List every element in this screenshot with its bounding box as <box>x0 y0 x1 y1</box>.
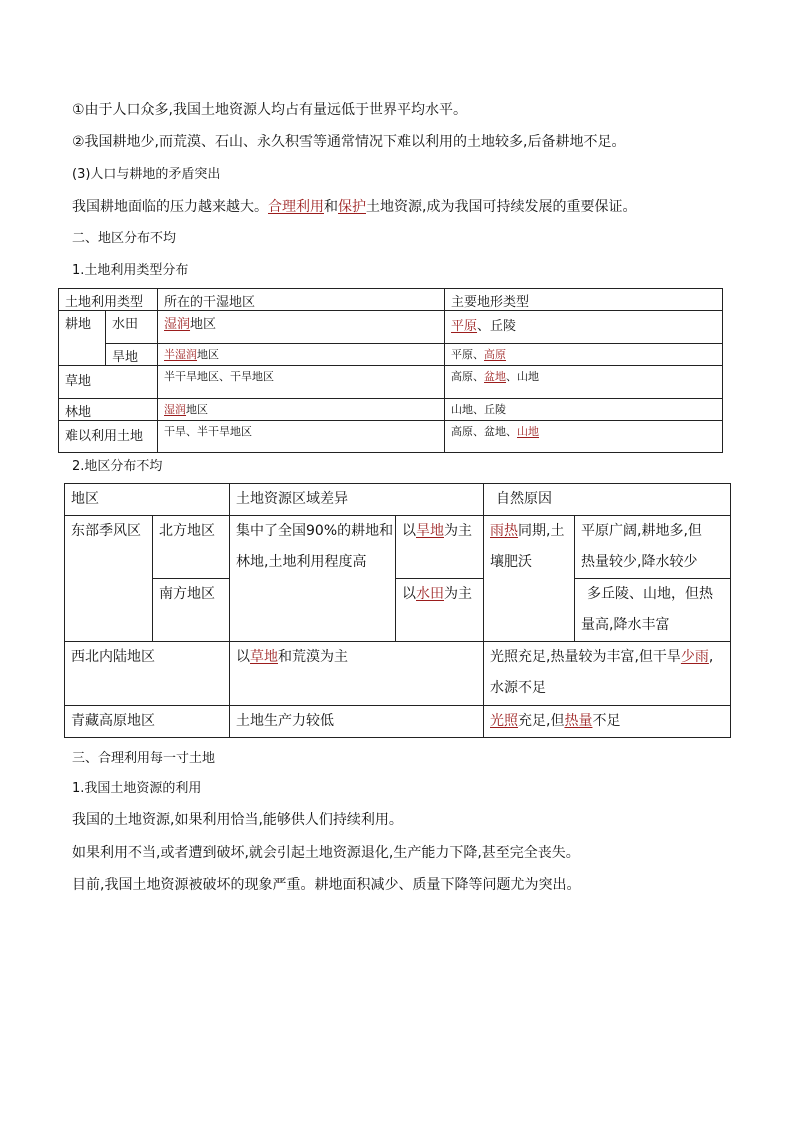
table-cell: 旱地 <box>106 344 158 366</box>
highlight-text: 旱地 <box>416 523 444 539</box>
table-row <box>59 399 723 421</box>
highlight-text: 热量 <box>564 713 593 729</box>
header-cell: 土地利用类型 <box>59 289 158 311</box>
table-cell: 高原、盆地、山地 <box>445 421 723 453</box>
header-cell: 主要地形类型 <box>445 289 723 311</box>
table-cell: 北方地区 <box>153 516 230 579</box>
highlight-text: 少雨 <box>680 649 709 665</box>
table-row <box>65 706 731 738</box>
table-cell: 光照充足,热量较为丰富,但干旱少雨, 水源不足 <box>484 642 731 706</box>
table-cell: 平原、丘陵 <box>445 311 723 344</box>
subheading: 2.地区分布不均 <box>72 459 163 474</box>
header-cell: 土地资源区域差异 <box>230 484 484 516</box>
highlight-text: 高原 <box>484 348 507 361</box>
regional-difference-table <box>64 483 731 738</box>
table-cell: 土地生产力较低 <box>230 706 484 738</box>
table-row <box>59 344 723 366</box>
highlight-text: 盆地 <box>484 370 507 383</box>
text: 土地资源,成为我国可持续发展的重要保证。 <box>366 199 637 215</box>
table-cell: 耕地 <box>59 311 106 366</box>
table-cell: 以水田为主 <box>396 579 484 642</box>
table-cell: 以旱地为主 <box>396 516 484 579</box>
table-cell: 南方地区 <box>153 579 230 642</box>
table-row <box>65 516 731 579</box>
paragraph-line: 目前,我国土地资源被破坏的现象严重。耕地面积减少、质量下降等问题尤为突出。 <box>72 877 581 893</box>
table-cell: 光照充足,但热量不足 <box>484 706 731 738</box>
land-use-table <box>58 288 723 453</box>
table-row <box>65 579 731 642</box>
table-cell: 草地 <box>59 366 158 399</box>
highlight-text: 光照 <box>490 713 518 729</box>
table-cell: 山地、丘陵 <box>445 399 723 421</box>
header-cell: 所在的干湿地区 <box>158 289 445 311</box>
subheading: 1.土地利用类型分布 <box>72 263 189 278</box>
table-cell: 西北内陆地区 <box>65 642 230 706</box>
highlight-text: 保护 <box>338 199 366 215</box>
table-cell: 水田 <box>106 311 158 344</box>
table-cell: 高原、盆地、山地 <box>445 366 723 399</box>
table-cell: 湿润地区 <box>158 399 445 421</box>
highlight-text: 草地 <box>250 649 278 665</box>
table-cell: 集中了全国90%的耕地和 林地,土地利用程度高 <box>230 516 396 642</box>
subheading: (3)人口与耕地的矛盾突出 <box>72 167 221 182</box>
table-cell: 青藏高原地区 <box>65 706 230 738</box>
highlight-text: 水田 <box>416 586 444 602</box>
highlight-text: 半湿润 <box>164 348 198 361</box>
table-cell: 半干旱地区、干旱地区 <box>158 366 445 399</box>
header-cell: 自然原因 <box>484 484 731 516</box>
table-cell: 多丘陵、山地，但热 量高,降水丰富 <box>575 579 731 642</box>
subheading: 1.我国土地资源的利用 <box>72 781 202 796</box>
header-cell: 地区 <box>65 484 230 516</box>
section-title: 二、地区分布不均 <box>72 231 177 246</box>
highlight-text: 雨热 <box>490 523 518 539</box>
table-cell: 湿润地区 <box>158 311 445 344</box>
paragraph-line: ②我国耕地少,而荒漠、石山、永久积雪等通常情况下难以利用的土地较多,后备耕地不足。 <box>72 134 626 150</box>
table-cell: 半湿润地区 <box>158 344 445 366</box>
table-header-row <box>65 484 731 516</box>
table-cell: 平原广阔,耕地多,但 热量较少,降水较少 <box>575 516 731 579</box>
highlight-text: 湿润 <box>164 317 191 332</box>
paragraph-line: 我国的土地资源,如果利用恰当,能够供人们持续利用。 <box>72 812 403 828</box>
table-header-row <box>59 289 723 311</box>
table-row <box>59 311 723 344</box>
table-cell: 东部季风区 <box>65 516 153 642</box>
table-row <box>59 421 723 453</box>
table-row <box>59 366 723 399</box>
table-cell: 平原、高原 <box>445 344 723 366</box>
paragraph-line: ①由于人口众多,我国土地资源人均占有量远低于世界平均水平。 <box>72 102 467 118</box>
highlight-text: 山地 <box>517 425 540 438</box>
table-cell: 干旱、半干旱地区 <box>158 421 445 453</box>
section-title: 三、合理利用每一寸土地 <box>72 751 216 766</box>
table-cell: 以草地和荒漠为主 <box>230 642 484 706</box>
table-cell: 难以利用土地 <box>59 421 158 453</box>
table-cell: 雨热同期,土 壤肥沃 <box>484 516 575 642</box>
paragraph-line <box>72 197 636 217</box>
highlight-text: 平原 <box>451 319 478 334</box>
table-row <box>65 642 731 706</box>
table-cell: 林地 <box>59 399 158 421</box>
text: 我国耕地面临的压力越来越大。 <box>72 199 268 215</box>
text: 和 <box>324 199 338 215</box>
paragraph-line: 如果利用不当,或者遭到破坏,就会引起土地资源退化,生产能力下降,甚至完全丧失。 <box>72 845 580 861</box>
highlight-text: 湿润 <box>164 403 187 416</box>
highlight-text: 合理利用 <box>268 199 324 215</box>
